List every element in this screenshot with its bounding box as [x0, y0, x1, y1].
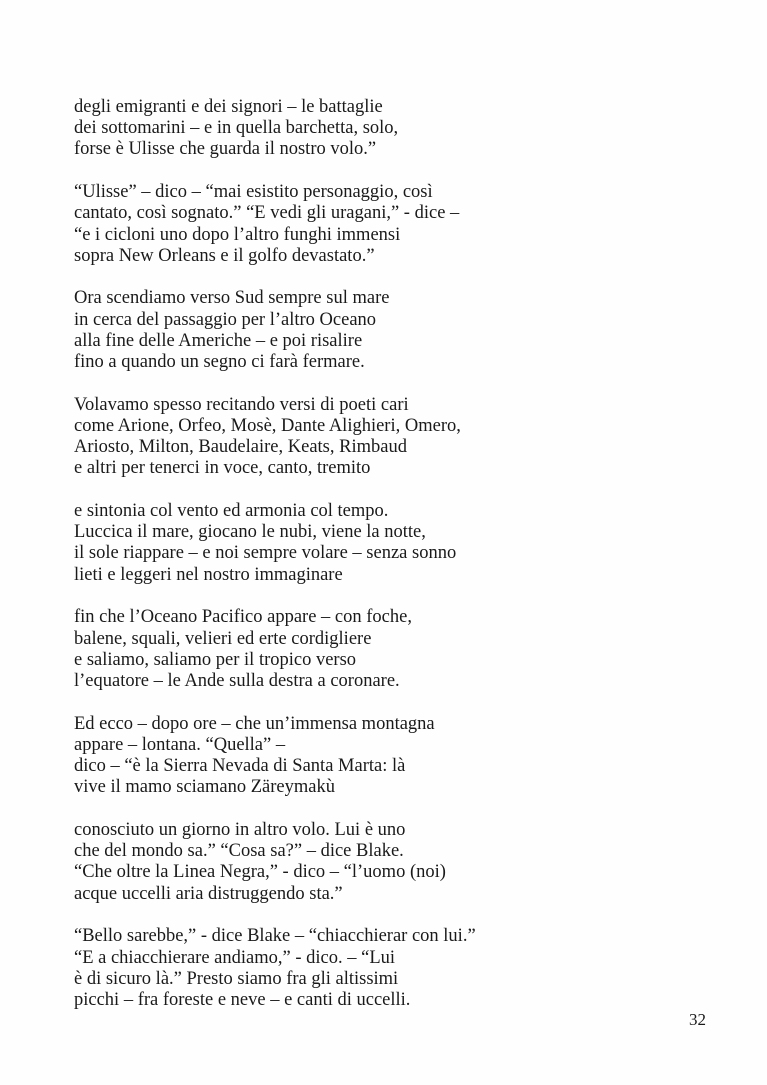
poem-line: “Ulisse” – dico – “mai esistito personaggio, così: [74, 182, 433, 203]
poem-line: che del mondo sa.” “Cosa sa?” – dice Blake.: [74, 841, 404, 862]
stanza: [74, 607, 694, 692]
stanza: [74, 182, 694, 267]
poem-line: “Bello sarebbe,” - dice Blake – “chiacchierar con lui.”: [74, 926, 476, 947]
poem-line: cantato, così sognato.” “E vedi gli uragani,” - dice –: [74, 203, 460, 224]
poem-line: e altri per tenerci in voce, canto, tremito: [74, 458, 371, 479]
poem-line: come Arione, Orfeo, Mosè, Dante Alighieri, Omero,: [74, 415, 461, 436]
poem-line: dei sottomarini – e in quella barchetta, solo,: [74, 118, 399, 139]
poem-line: appare – lontana. “Quella” –: [74, 734, 286, 755]
poem-line: lieti e leggeri nel nostro immaginare: [74, 564, 343, 585]
poem-line: balene, squali, velieri ed erte cordigliere: [74, 628, 372, 649]
poem-line: picchi – fra foreste e neve – e canti di uccelli.: [74, 989, 411, 1010]
poem-line: vive il mamo sciamano Zäreymakù: [74, 777, 335, 798]
poem-line: acque uccelli aria distruggendo sta.”: [74, 883, 343, 904]
stanza: [74, 501, 694, 586]
poem-line: conosciuto un giorno in altro volo. Lui è uno: [74, 819, 406, 840]
poem-line: “e i cicloni uno dopo l’altro funghi immensi: [74, 224, 401, 245]
poem-line: e sintonia col vento ed armonia col tempo.: [74, 501, 389, 522]
poem-line: degli emigranti e dei signori – le battaglie: [74, 97, 383, 117]
stanza: [74, 395, 694, 480]
poem-line: forse è Ulisse che guarda il nostro volo.”: [74, 139, 377, 160]
poem-line: “Che oltre la Linea Negra,” - dico – “l’uomo (noi): [74, 862, 446, 883]
poem-line: fin che l’Oceano Pacifico appare – con foche,: [74, 607, 412, 628]
poem-line: e saliamo, saliamo per il tropico verso: [74, 649, 357, 670]
poem-line: Luccica il mare, giocano le nubi, viene la notte,: [74, 522, 426, 543]
poem-line: è di sicuro là.” Presto siamo fra gli altissimi: [74, 968, 399, 989]
stanza: [74, 820, 694, 905]
poem-line: fino a quando un segno ci farà fermare.: [74, 352, 365, 373]
poem-line: Volavamo spesso recitando versi di poeti cari: [74, 394, 409, 415]
stanza: [74, 926, 694, 1011]
poem-line: dico – “è la Sierra Nevada di Santa Marta: là: [74, 756, 406, 777]
poem-line: l’equatore – le Ande sulla destra a coronare.: [74, 670, 400, 691]
poem-line: in cerca del passaggio per l’altro Oceano: [74, 309, 377, 330]
poem-line: il sole riappare – e noi sempre volare – senza sonno: [74, 543, 457, 564]
stanza: [74, 288, 694, 373]
page-number: 32: [689, 1010, 706, 1029]
poem-line: Ed ecco – dopo ore – che un’immensa montagna: [74, 713, 435, 734]
poem-line: “E a chiacchierare andiamo,” - dico. – “Lui: [74, 947, 396, 968]
poem-line: alla fine delle Americhe – e poi risalire: [74, 330, 363, 351]
poem-line: Ora scendiamo verso Sud sempre sul mare: [74, 288, 390, 309]
poem-text: [74, 97, 694, 1033]
stanza: [74, 714, 694, 799]
stanza: [74, 97, 694, 161]
poem-line: sopra New Orleans e il golfo devastato.”: [74, 245, 375, 266]
poem-line: Ariosto, Milton, Baudelaire, Keats, Rimbaud: [74, 437, 407, 458]
